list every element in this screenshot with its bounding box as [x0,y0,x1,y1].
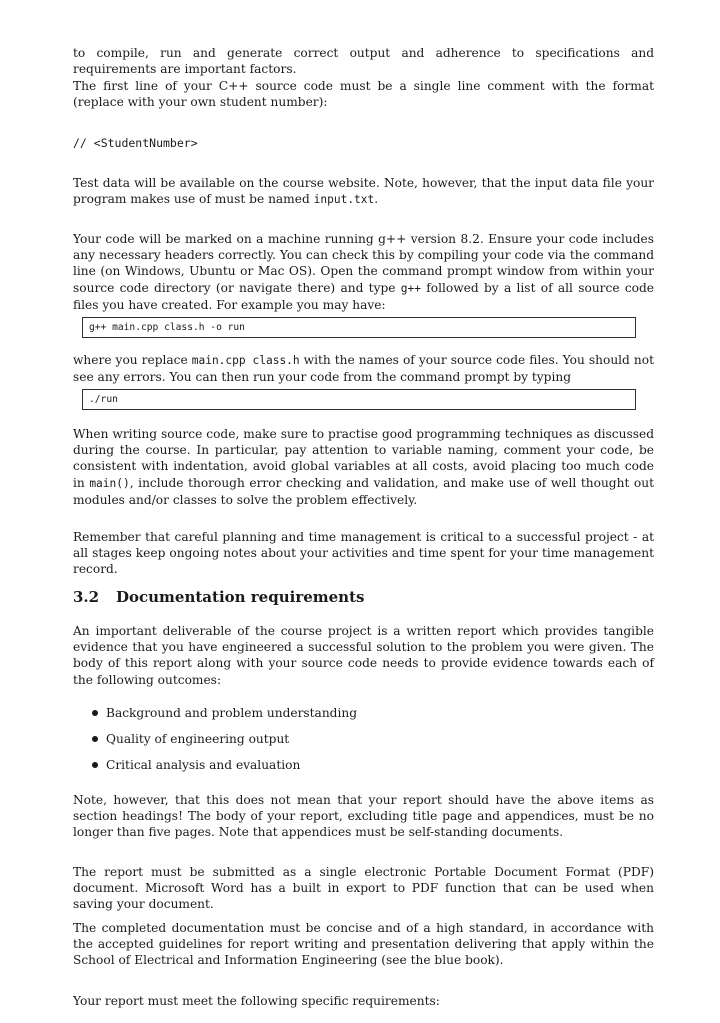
paragraph-programming-techniques: When writing source code, make sure to practise good programming techniques as discussed during the course. In particular, pay attention to variable naming, comment your code, be consistent with indentation, avoid global variables at all costs, avoid placing too much code in main(), include thorough error checking and validation, and make use of well thought out modules and/or classes to solve the problem effectively. [73,427,654,507]
compile-command-box: g++ main.cpp class.h -o run [82,317,636,338]
paragraph-section-headings-note: Note, however, that this does not mean that your report should have the above items as section headings! The body of your report, excluding title page and appendices, must be no longer than five pages. Note that appendices must be self-standing documents. [73,793,654,840]
section-title: Documentation requirements [116,588,365,606]
list-item: Quality of engineering output [88,731,357,757]
paragraph-report-deliverable: An important deliverable of the course project is a written report which provides tangible evidence that you have engineered a successful solution to the problem you were given. The body of this report along with your source code needs to provide evidence towards each of the following outcomes: [73,624,654,687]
paragraph-documentation-standard: The completed documentation must be concise and of a high standard, in accordance with the accepted guidelines for report writing and presentation delivering that apply within the School of Electrical and Information Engineering (see the blue book). [73,921,654,968]
outcomes-list [88,705,357,783]
student-number-comment: // <StudentNumber> [73,136,198,150]
bullet-icon [92,736,98,742]
paragraph-pdf-submission: The report must be submitted as a single electronic Portable Document Format (PDF) document. Microsoft Word has a built in export to PDF function that can be used when saving your document. [73,865,654,912]
gpp-command: g++ [400,281,421,295]
list-item: Background and problem understanding [88,705,357,731]
paragraph-specific-requirements: Your report must meet the following specific requirements: [73,994,440,1008]
input-filename: input.txt [313,193,375,207]
paragraph-evaluation-factors: to compile, run and generate correct output and adherence to specifications and requirements are important factors. [73,46,654,77]
run-command-box: ./run [82,389,636,410]
paragraph-first-line-rule: The first line of your C++ source code must be a single line comment with the format (replace with your own student number): [73,79,654,110]
bullet-icon [92,710,98,716]
paragraph-test-data: Test data will be available on the course website. Note, however, that the input data file your program makes use of must be named input.txt. [73,176,654,207]
section-heading [73,588,364,606]
main-function-name: main() [89,476,130,490]
paragraph-compiler: Your code will be marked on a machine running g++ version 8.2. Ensure your code includes any necessary headers correctly. You can check this by compiling your code via the command line (on Windows, Ubuntu or Mac OS). Open the command prompt window from within your source code directory (or navigate there) and type g++ followed by a list of all source code files you have created. For example you may have: [73,232,655,312]
paragraph-replace-files: where you replace main.cpp class.h with the names of your source code files. You should not see any errors. You can then run your code from the command prompt by typing [73,353,654,385]
paragraph-time-management: Remember that careful planning and time management is critical to a successful project - at all stages keep ongoing notes about your activities and time spent for your time management record. [73,530,654,577]
bullet-icon [92,762,98,768]
list-item: Critical analysis and evaluation [88,757,357,783]
source-file-names: main.cpp class.h [191,354,300,367]
section-number: 3.2 [73,588,100,606]
